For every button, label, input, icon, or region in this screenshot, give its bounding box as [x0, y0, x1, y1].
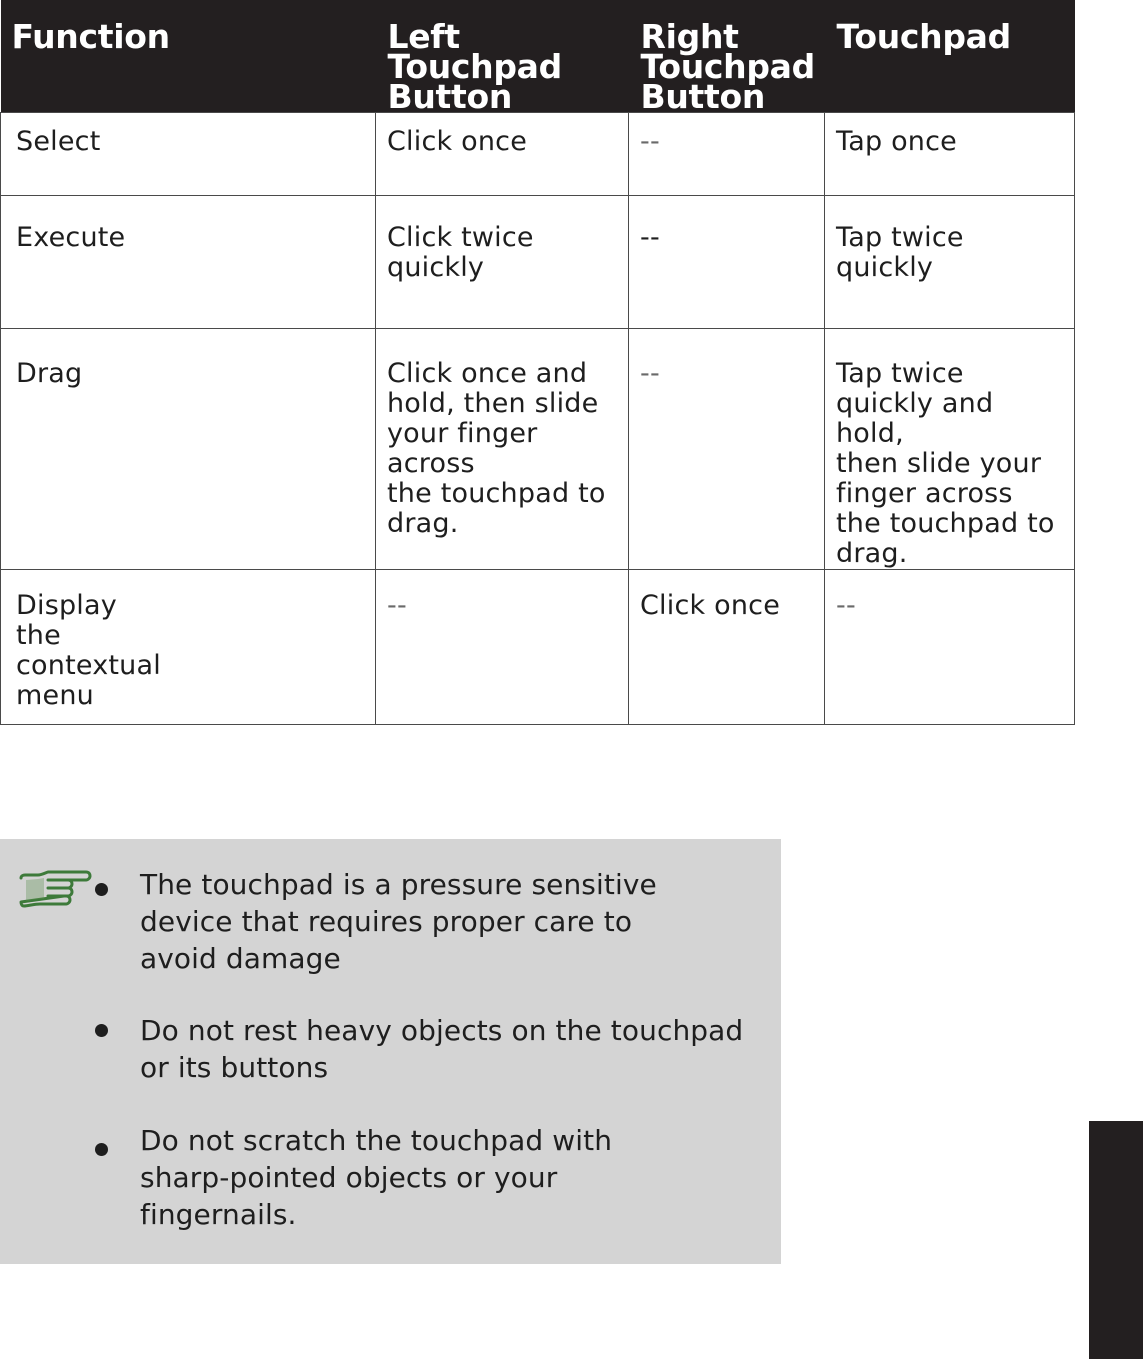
cell-right-button: -- [629, 113, 825, 196]
cell-left-button: Click once [376, 113, 629, 196]
pointing-hand-icon [18, 868, 92, 912]
cell-right-button: -- [629, 196, 825, 329]
cell-function: Execute [1, 196, 376, 329]
header-right-touchpad-button: Right Touchpad Button [629, 0, 825, 113]
cell-left-button: -- [376, 570, 629, 725]
note-text: The touchpad is a pressure sensitive device that requires proper care to avoid damage [140, 868, 657, 975]
table-row [1, 113, 1075, 196]
table-row [1, 329, 1075, 570]
table-header [1, 0, 1075, 116]
cell-function: Select [1, 113, 376, 196]
header-left-touchpad-button: Left Touchpad Button [376, 0, 629, 113]
table-header-row [1, 0, 1075, 113]
cell-touchpad: Tap twice quickly [825, 196, 1075, 329]
bullet-icon [95, 1024, 108, 1037]
table-row [1, 196, 1075, 329]
cell-function: Display the contextual menu [1, 570, 376, 725]
header-touchpad: Touchpad [825, 0, 1075, 113]
cell-right-button: -- [629, 329, 825, 570]
note-text: Do not scratch the touchpad with sharp-pointed objects or your fingernails. [140, 1124, 613, 1231]
cell-left-button: Click once and hold, then slide your finger across the touchpad to drag. [376, 329, 629, 570]
cell-touchpad: Tap twice quickly and hold, then slide your finger across the touchpad to drag. [825, 329, 1075, 570]
cell-touchpad: Tap once [825, 113, 1075, 196]
bullet-icon [95, 883, 108, 896]
note-text: Do not rest heavy objects on the touchpad or its buttons [140, 1014, 744, 1084]
cell-right-button: Click once [629, 570, 825, 725]
cell-function: Drag [1, 329, 376, 570]
bullet-icon [95, 1143, 108, 1156]
table-row [1, 570, 1075, 725]
header-function: Function [1, 0, 376, 113]
cell-touchpad: -- [825, 570, 1075, 725]
chapter-side-tab [1089, 1121, 1143, 1359]
cell-left-button: Click twice quickly [376, 196, 629, 329]
